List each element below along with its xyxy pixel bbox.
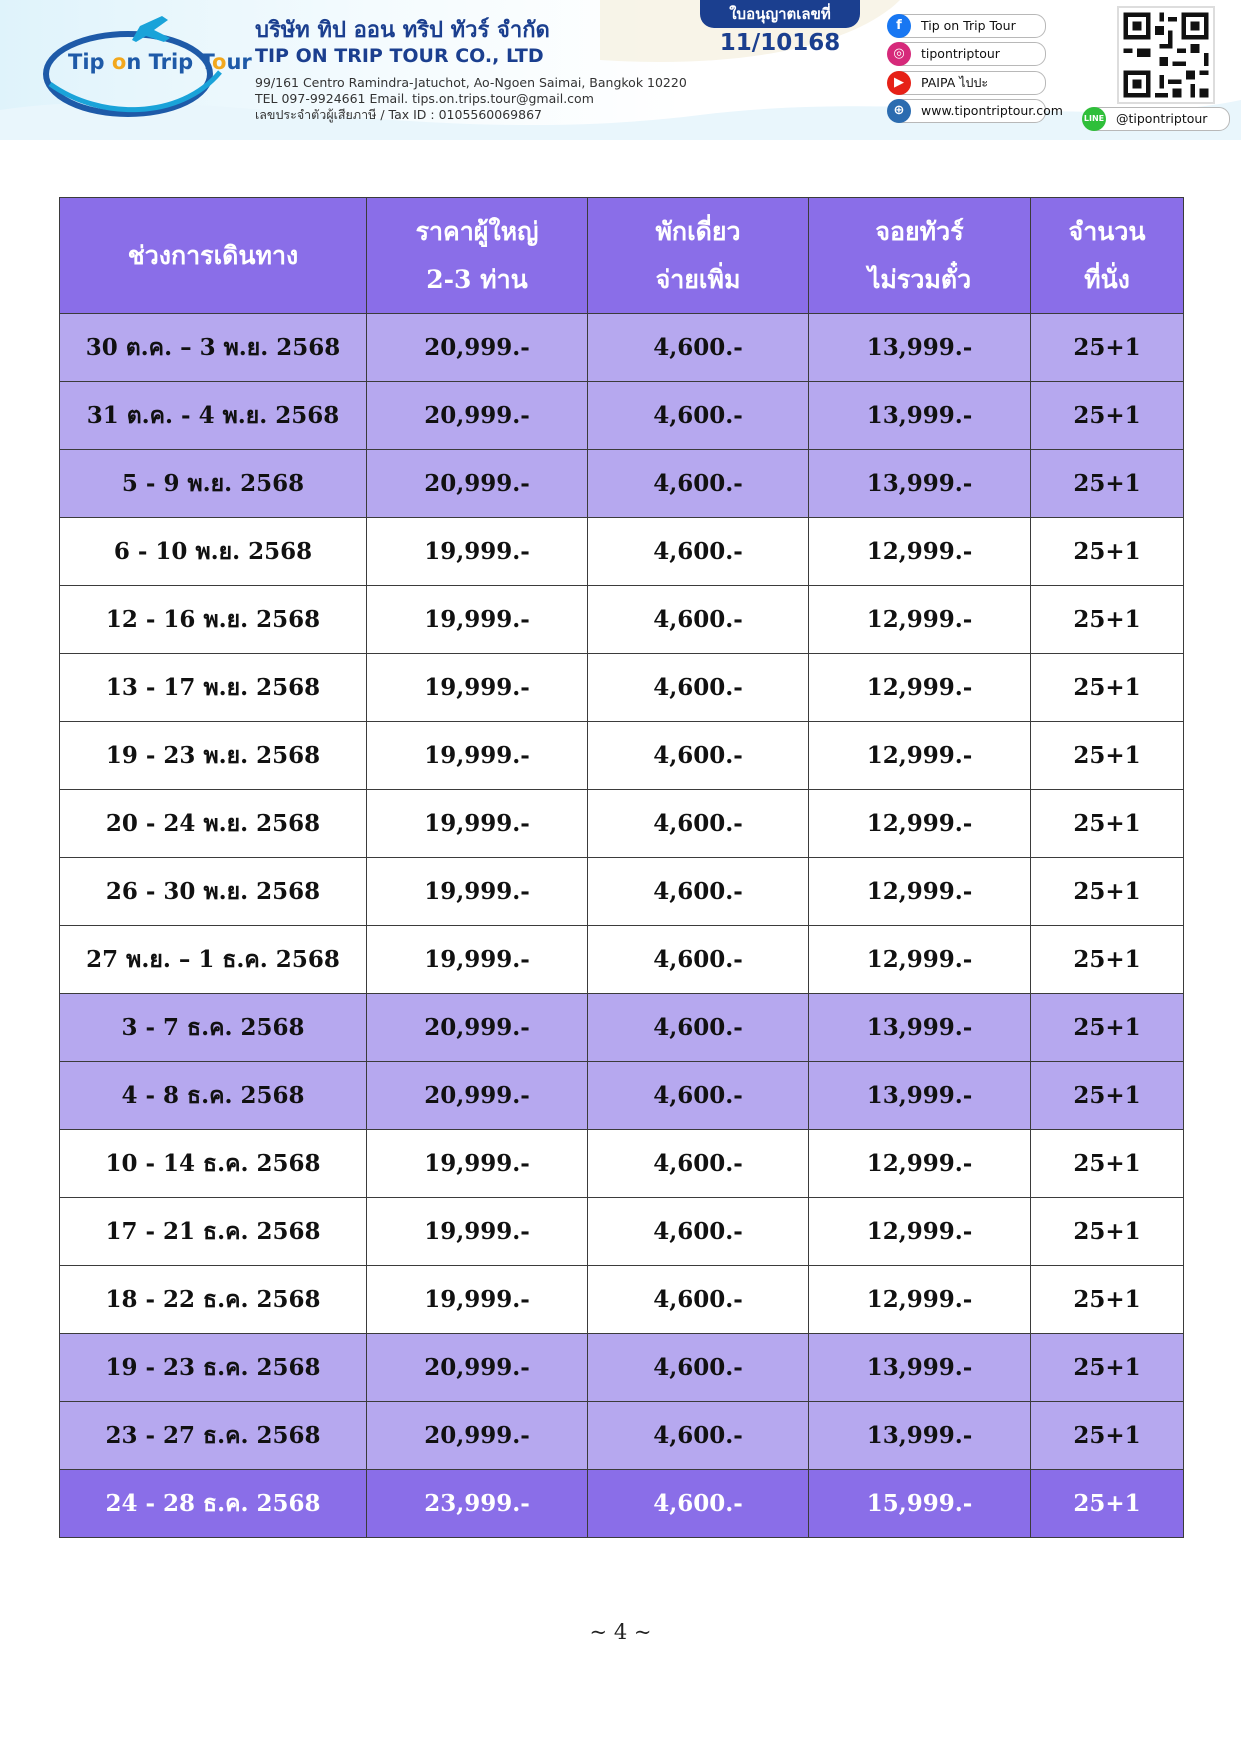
cell-seats: 25+1 xyxy=(1031,518,1184,586)
cell-land-only: 12,999.- xyxy=(809,1130,1031,1198)
cell-seats: 25+1 xyxy=(1031,790,1184,858)
price-table xyxy=(59,197,1184,1538)
cell-adult-price: 19,999.- xyxy=(367,926,588,994)
header-seats xyxy=(1031,198,1184,314)
social-link-label: www.tipontriptour.com xyxy=(921,103,1063,118)
company-address: 99/161 Centro Ramindra-Jatuchot, Ao-Ngoen Saimai, Bangkok 10220 xyxy=(255,75,687,90)
cell-period: 6 - 10 พ.ย. 2568 xyxy=(60,518,367,586)
cell-land-only: 12,999.- xyxy=(809,926,1031,994)
cell-period: 30 ต.ค. – 3 พ.ย. 2568 xyxy=(60,314,367,382)
cell-period: 23 - 27 ธ.ค. 2568 xyxy=(60,1402,367,1470)
website-icon: ⊕ xyxy=(887,99,911,123)
cell-adult-price: 19,999.- xyxy=(367,518,588,586)
table-row xyxy=(60,1470,1184,1538)
cell-single-supplement: 4,600.- xyxy=(588,450,809,518)
license-block xyxy=(700,0,860,66)
cell-land-only: 12,999.- xyxy=(809,1198,1031,1266)
cell-land-only: 13,999.- xyxy=(809,314,1031,382)
social-link-youtube[interactable] xyxy=(888,71,1046,95)
cell-seats: 25+1 xyxy=(1031,1470,1184,1538)
cell-seats: 25+1 xyxy=(1031,314,1184,382)
facebook-icon: f xyxy=(887,14,911,38)
cell-land-only: 13,999.- xyxy=(809,994,1031,1062)
table-row xyxy=(60,1198,1184,1266)
header-single-line2: จ่ายเพิ่ม xyxy=(655,264,741,294)
cell-seats: 25+1 xyxy=(1031,382,1184,450)
cell-land-only: 12,999.- xyxy=(809,790,1031,858)
table-row xyxy=(60,1266,1184,1334)
cell-adult-price: 19,999.- xyxy=(367,790,588,858)
company-name-thai: บริษัท ทิป ออน ทริป ทัวร์ จำกัด xyxy=(255,18,550,43)
table-row xyxy=(60,926,1184,994)
cell-seats: 25+1 xyxy=(1031,654,1184,722)
cell-seats: 25+1 xyxy=(1031,858,1184,926)
cell-land-only: 15,999.- xyxy=(809,1470,1031,1538)
cell-single-supplement: 4,600.- xyxy=(588,858,809,926)
table-row xyxy=(60,654,1184,722)
cell-adult-price: 19,999.- xyxy=(367,858,588,926)
cell-adult-price: 20,999.- xyxy=(367,994,588,1062)
license-number: 11/10168 xyxy=(719,30,841,56)
cell-period: 10 - 14 ธ.ค. 2568 xyxy=(60,1130,367,1198)
cell-seats: 25+1 xyxy=(1031,1402,1184,1470)
cell-seats: 25+1 xyxy=(1031,1062,1184,1130)
cell-seats: 25+1 xyxy=(1031,586,1184,654)
cell-seats: 25+1 xyxy=(1031,450,1184,518)
page-header xyxy=(0,0,1241,140)
cell-adult-price: 19,999.- xyxy=(367,654,588,722)
logo-wordmark: Tip on Trip Tour xyxy=(68,50,252,74)
cell-adult-price: 19,999.- xyxy=(367,586,588,654)
cell-single-supplement: 4,600.- xyxy=(588,382,809,450)
cell-period: 4 - 8 ธ.ค. 2568 xyxy=(60,1062,367,1130)
cell-land-only: 12,999.- xyxy=(809,586,1031,654)
table-row xyxy=(60,994,1184,1062)
table-row xyxy=(60,1062,1184,1130)
cell-adult-price: 19,999.- xyxy=(367,1130,588,1198)
cell-single-supplement: 4,600.- xyxy=(588,1198,809,1266)
line-account[interactable] xyxy=(1083,107,1230,131)
cell-seats: 25+1 xyxy=(1031,1130,1184,1198)
cell-adult-price: 23,999.- xyxy=(367,1470,588,1538)
table-row xyxy=(60,382,1184,450)
social-link-facebook[interactable] xyxy=(888,14,1046,38)
cell-single-supplement: 4,600.- xyxy=(588,790,809,858)
cell-adult-price: 19,999.- xyxy=(367,1198,588,1266)
cell-single-supplement: 4,600.- xyxy=(588,1062,809,1130)
cell-single-supplement: 4,600.- xyxy=(588,1334,809,1402)
cell-adult-price: 20,999.- xyxy=(367,314,588,382)
qr-code-icon xyxy=(1117,6,1215,104)
cell-seats: 25+1 xyxy=(1031,994,1184,1062)
table-row xyxy=(60,1334,1184,1402)
cell-adult-price: 19,999.- xyxy=(367,1266,588,1334)
page-number: ~ 4 ~ xyxy=(589,1620,652,1644)
cell-period: 13 - 17 พ.ย. 2568 xyxy=(60,654,367,722)
social-link-website[interactable] xyxy=(888,99,1063,123)
cell-land-only: 12,999.- xyxy=(809,722,1031,790)
header-seats-line2: ที่นั่ง xyxy=(1084,264,1130,294)
line-icon: LINE xyxy=(1082,107,1106,131)
cell-single-supplement: 4,600.- xyxy=(588,654,809,722)
cell-land-only: 12,999.- xyxy=(809,654,1031,722)
cell-period: 18 - 22 ธ.ค. 2568 xyxy=(60,1266,367,1334)
cell-land-only: 13,999.- xyxy=(809,1062,1031,1130)
cell-period: 19 - 23 พ.ย. 2568 xyxy=(60,722,367,790)
cell-adult-price: 20,999.- xyxy=(367,1062,588,1130)
cell-adult-price: 20,999.- xyxy=(367,1402,588,1470)
header-land-only xyxy=(809,198,1031,314)
table-row xyxy=(60,858,1184,926)
cell-period: 20 - 24 พ.ย. 2568 xyxy=(60,790,367,858)
youtube-icon: ▶ xyxy=(887,71,911,95)
cell-land-only: 13,999.- xyxy=(809,1334,1031,1402)
line-account-label: @tipontriptour xyxy=(1116,111,1208,126)
social-link-label: PAIPA ไปปะ xyxy=(921,75,989,90)
cell-seats: 25+1 xyxy=(1031,926,1184,994)
cell-period: 17 - 21 ธ.ค. 2568 xyxy=(60,1198,367,1266)
cell-period: 31 ต.ค. - 4 พ.ย. 2568 xyxy=(60,382,367,450)
social-link-label: tipontriptour xyxy=(921,46,1000,61)
header-single-line1: พักเดี่ยว xyxy=(655,216,741,246)
header-adult-price xyxy=(367,198,588,314)
cell-period: 19 - 23 ธ.ค. 2568 xyxy=(60,1334,367,1402)
table-row xyxy=(60,586,1184,654)
cell-period: 24 - 28 ธ.ค. 2568 xyxy=(60,1470,367,1538)
cell-land-only: 13,999.- xyxy=(809,1402,1031,1470)
table-row xyxy=(60,1130,1184,1198)
company-tax-id: เลขประจำตัวผู้เสียภาษี / Tax ID : 0105560069867 xyxy=(255,107,542,122)
cell-period: 3 - 7 ธ.ค. 2568 xyxy=(60,994,367,1062)
cell-land-only: 12,999.- xyxy=(809,1266,1031,1334)
cell-land-only: 12,999.- xyxy=(809,518,1031,586)
cell-land-only: 13,999.- xyxy=(809,450,1031,518)
company-name-english: TIP ON TRIP TOUR CO., LTD xyxy=(255,45,544,67)
cell-adult-price: 20,999.- xyxy=(367,382,588,450)
cell-seats: 25+1 xyxy=(1031,1334,1184,1402)
table-row xyxy=(60,518,1184,586)
cell-single-supplement: 4,600.- xyxy=(588,586,809,654)
cell-period: 5 - 9 พ.ย. 2568 xyxy=(60,450,367,518)
cell-period: 26 - 30 พ.ย. 2568 xyxy=(60,858,367,926)
social-link-instagram[interactable] xyxy=(888,42,1046,66)
cell-single-supplement: 4,600.- xyxy=(588,518,809,586)
instagram-icon: ◎ xyxy=(887,42,911,66)
header-land-line1: จอยทัวร์ xyxy=(875,216,964,246)
cell-single-supplement: 4,600.- xyxy=(588,1402,809,1470)
cell-single-supplement: 4,600.- xyxy=(588,1470,809,1538)
license-label: ใบอนุญาตเลขที่ xyxy=(700,0,860,28)
table-header-row xyxy=(60,198,1184,314)
cell-single-supplement: 4,600.- xyxy=(588,314,809,382)
company-details xyxy=(255,75,687,123)
cell-seats: 25+1 xyxy=(1031,1198,1184,1266)
table-row xyxy=(60,1402,1184,1470)
header-period: ช่วงการเดินทาง xyxy=(60,198,367,314)
cell-single-supplement: 4,600.- xyxy=(588,1266,809,1334)
cell-period: 12 - 16 พ.ย. 2568 xyxy=(60,586,367,654)
table-row xyxy=(60,314,1184,382)
cell-land-only: 12,999.- xyxy=(809,858,1031,926)
cell-single-supplement: 4,600.- xyxy=(588,1130,809,1198)
cell-seats: 25+1 xyxy=(1031,722,1184,790)
cell-adult-price: 19,999.- xyxy=(367,722,588,790)
cell-adult-price: 20,999.- xyxy=(367,1334,588,1402)
table-row xyxy=(60,722,1184,790)
cell-single-supplement: 4,600.- xyxy=(588,994,809,1062)
table-row xyxy=(60,790,1184,858)
cell-land-only: 13,999.- xyxy=(809,382,1031,450)
header-land-line2: ไม่รวมตั๋ว xyxy=(867,264,972,294)
company-contact: TEL 097-9924661 Email. tips.on.trips.tour@gmail.com xyxy=(255,91,594,106)
header-adult-price-line2: 2-3 ท่าน xyxy=(426,264,528,294)
cell-period: 27 พ.ย. – 1 ธ.ค. 2568 xyxy=(60,926,367,994)
cell-seats: 25+1 xyxy=(1031,1266,1184,1334)
cell-single-supplement: 4,600.- xyxy=(588,722,809,790)
header-adult-price-line1: ราคาผู้ใหญ่ xyxy=(415,216,539,246)
table-row xyxy=(60,450,1184,518)
header-seats-line1: จำนวน xyxy=(1068,216,1146,246)
cell-adult-price: 20,999.- xyxy=(367,450,588,518)
header-single-supplement xyxy=(588,198,809,314)
social-link-label: Tip on Trip Tour xyxy=(921,18,1016,33)
cell-single-supplement: 4,600.- xyxy=(588,926,809,994)
